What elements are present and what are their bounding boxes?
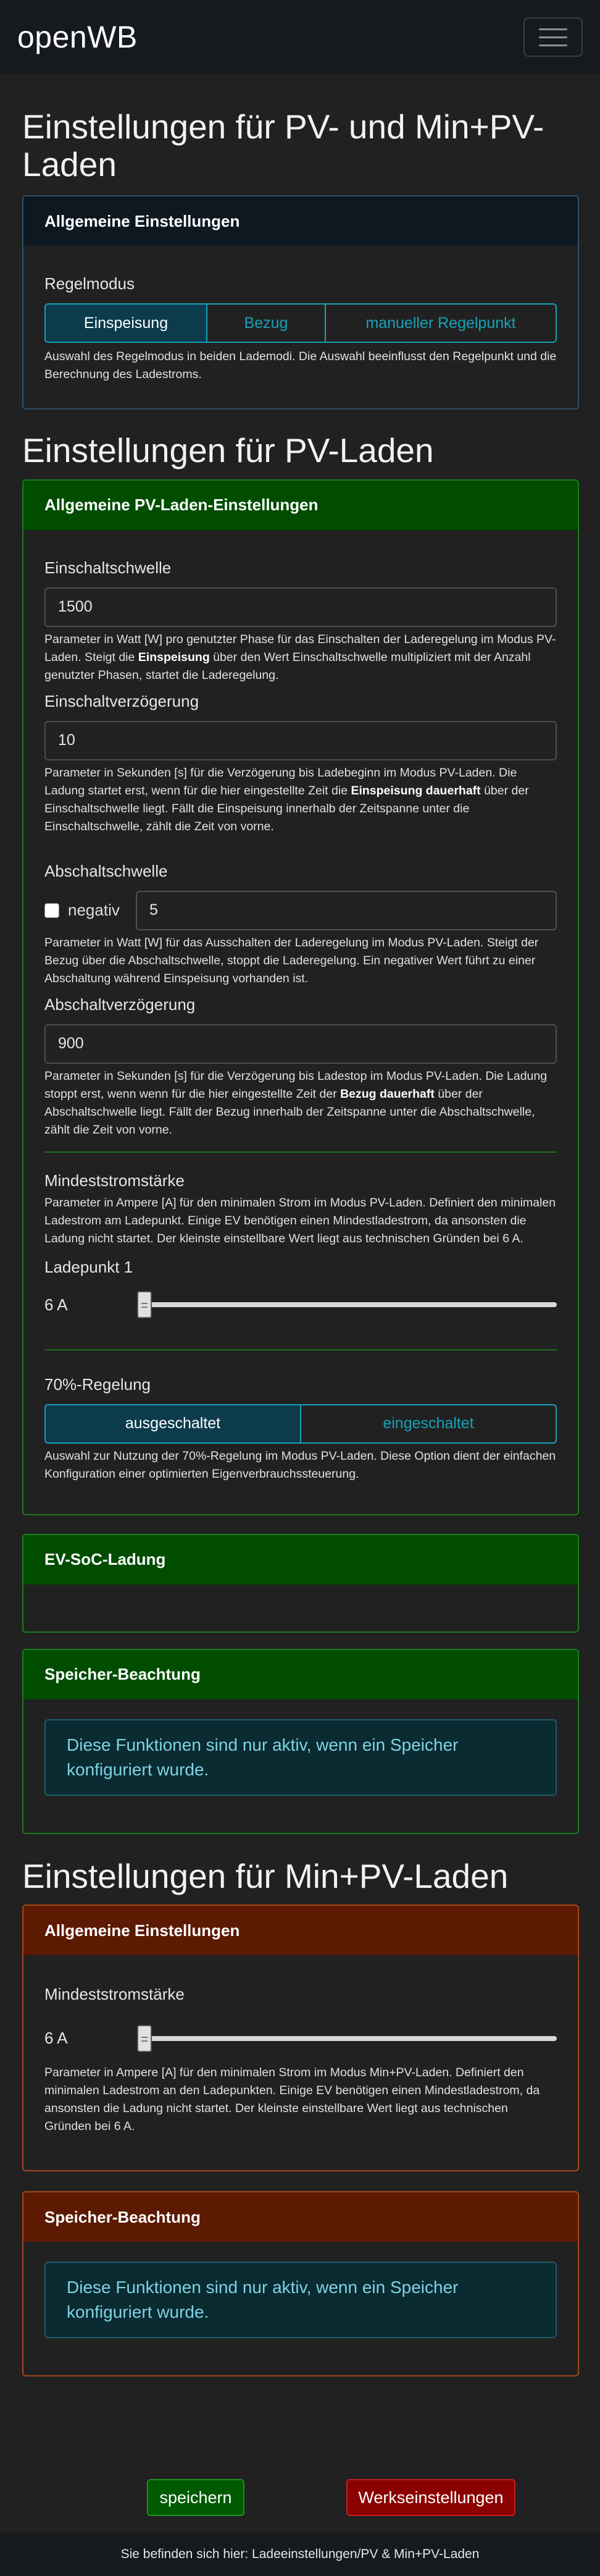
abschaltverzoegerung-help: Parameter in Sekunden [s] für die Verzögerung bis Ladestop im Modus PV-Laden. Die Ladung stoppt erst, wenn wenn für die hier eingestellte Zeit der Bezug dauerhaft über der Abschaltschwelle liegt. Fällt der Bezug innerhalb der Zeitspanne unter die Abschaltschwelle, zählt die Zeit von vorne. xyxy=(44,1069,548,1137)
menu-toggle-button[interactable] xyxy=(523,17,583,57)
slider-handle[interactable] xyxy=(137,1291,152,1318)
footer-breadcrumb: Sie befinden sich hier: Ladeeinstellungen/PV & Min+PV-Laden xyxy=(0,2533,600,2576)
card-header: Allgemeine Einstellungen xyxy=(23,196,578,246)
minpv-mindeststrom-slider-row xyxy=(44,2029,557,2048)
regelmodus-label: Regelmodus xyxy=(44,274,135,293)
einschaltverzoegerung-label: Einschaltverzögerung xyxy=(44,691,199,710)
regelmodus-help: Auswahl des Regelmodus in beiden Lademodi. Die Auswahl beeinflusst den Regelpunkt und die Berechnung des Ladestroms. xyxy=(44,350,557,381)
divider xyxy=(44,1151,557,1153)
section-title-pv: Einstellungen für PV-Laden xyxy=(22,431,434,469)
card-header: Allgemeine PV-Laden-Einstellungen xyxy=(23,481,578,530)
divider xyxy=(44,1349,557,1350)
abschaltschwelle-help: Parameter in Watt [W] für das Ausschalten der Laderegelung im Modus PV-Laden. Steigt der Bezug über die Abschaltschwelle, stoppt die Laderegelung. Ein negativer Wert führt zu einer Abschaltung während Einspeisung vorhanden ist. xyxy=(44,935,539,985)
save-button[interactable]: speichern xyxy=(147,2479,244,2516)
regelung70-help: Auswahl zur Nutzung der 70%-Regelung im Modus PV-Laden. Diese Option dient der einfachen Konfiguration einer optimierten Eigenverbrauchssteuerung. xyxy=(44,1449,556,1481)
abschaltschwelle-label: Abschaltschwelle xyxy=(44,861,168,880)
minpv-speicher-info-alert: Diese Funktionen sind nur aktiv, wenn ein Speicher konfiguriert wurde. xyxy=(44,2262,557,2338)
einschaltverzoegerung-help: Parameter in Sekunden [s] für die Verzögerung bis Ladebeginn im Modus PV-Laden. Die Ladung startet erst, wenn für die hier eingestellte Zeit die Einspeisung dauerhaft über der Einschaltschwelle liegt. Fällt die Einspeisung innerhalb der Zeitspanne unter die Einschaltschwelle, zählt die Zeit von vorne. xyxy=(44,765,529,833)
speicher-info-alert: Diese Funktionen sind nur aktiv, wenn ein Speicher konfiguriert wurde. xyxy=(44,1719,557,1796)
negativ-label: negativ xyxy=(68,901,120,919)
card-header[interactable]: Speicher-Beachtung xyxy=(23,1650,578,1699)
minpv-mindeststrom-label: Mindeststromstärke xyxy=(44,1985,185,2003)
mindeststrom-slider-row xyxy=(44,1295,557,1315)
minpv-mindeststrom-slider[interactable] xyxy=(137,2036,557,2041)
card-general-settings xyxy=(22,195,579,410)
negativ-checkbox[interactable] xyxy=(44,903,59,918)
abschaltverzoegerung-label: Abschaltverzögerung xyxy=(44,995,196,1014)
einschaltschwelle-label: Einschaltschwelle xyxy=(44,558,172,577)
abschaltschwelle-input[interactable]: 5 xyxy=(136,891,557,930)
reset-defaults-button[interactable]: Werkseinstellungen xyxy=(346,2479,515,2516)
einschaltverzoegerung-input[interactable]: 10 xyxy=(44,721,557,760)
abschaltverzoegerung-input[interactable]: 900 xyxy=(44,1024,557,1064)
slider-handle[interactable] xyxy=(137,2025,152,2052)
hamburger-icon xyxy=(539,28,567,30)
card-header[interactable]: Speicher-Beachtung xyxy=(23,2192,578,2242)
section-title-minpv: Einstellungen für Min+PV-Laden xyxy=(22,1856,509,1895)
card-minpv-speicher xyxy=(22,2191,579,2376)
mindeststrom-label: Mindeststromstärke xyxy=(44,1171,185,1190)
mindeststrom-value: 6 A xyxy=(44,1295,68,1314)
card-header[interactable]: EV-SoC-Ladung xyxy=(23,1535,578,1585)
main-content xyxy=(22,74,579,2376)
card-pv-general xyxy=(22,479,579,1515)
regelung70-button-group xyxy=(44,1404,557,1444)
minpv-mindeststrom-help: Parameter in Ampere [A] für den minimalen Strom im Modus Min+PV-Laden. Definiert den minimalen Ladestrom an den Ladepunkten. Einige EV benötigen einen Mindestladestrom, da ansonsten die Ladung nicht startet. Der kleinste einstellbare Wert liegt aus technischen Gründen bei 6 A. xyxy=(44,2066,540,2133)
minpv-mindeststrom-value: 6 A xyxy=(44,2029,68,2047)
card-pv-speicher xyxy=(22,1649,579,1834)
abschaltschwelle-row xyxy=(44,891,557,930)
regelung70-option-aus[interactable]: ausgeschaltet xyxy=(46,1405,301,1442)
card-minpv-general xyxy=(22,1905,579,2171)
regelmodus-option-einspeisung[interactable]: Einspeisung xyxy=(46,305,207,342)
navbar xyxy=(0,0,600,74)
regelung70-option-ein[interactable]: eingeschaltet xyxy=(383,1415,474,1432)
brand-logo[interactable]: openWB xyxy=(17,20,138,54)
card-header: Allgemeine Einstellungen xyxy=(23,1906,578,1955)
regelung70-label: 70%-Regelung xyxy=(44,1374,151,1394)
regelmodus-option-manuell[interactable]: manueller Regelpunkt xyxy=(365,314,516,332)
card-ev-soc xyxy=(22,1534,579,1633)
einschaltschwelle-help: Parameter in Watt [W] pro genutzter Phase für das Einschalten der Laderegelung im Modus PV-Laden. Steigt die Einspeisung über den Wert Einschaltschwelle multipliziert mit der Anzahl genutzter Phasen, startet die Laderegelung. xyxy=(44,632,556,682)
regelmodus-option-bezug[interactable]: Bezug xyxy=(207,305,326,342)
section-title-pv-minpv: Einstellungen für PV- und Min+PV-Laden xyxy=(22,107,544,183)
ladepunkt-label: Ladepunkt 1 xyxy=(44,1257,133,1276)
mindeststrom-slider[interactable] xyxy=(137,1302,557,1307)
regelmodus-button-group xyxy=(44,303,557,343)
einschaltschwelle-input[interactable]: 1500 xyxy=(44,587,557,627)
mindeststrom-help: Parameter in Ampere [A] für den minimalen Strom im Modus PV-Laden. Definiert den minimalen Ladestrom am Ladepunkt. Einige EV benötigen einen Mindestladestrom, da ansonsten die Ladung nicht startet. Der kleinste einstellbare Wert liegt aus technischen Gründen bei 6 A. xyxy=(44,1195,556,1245)
